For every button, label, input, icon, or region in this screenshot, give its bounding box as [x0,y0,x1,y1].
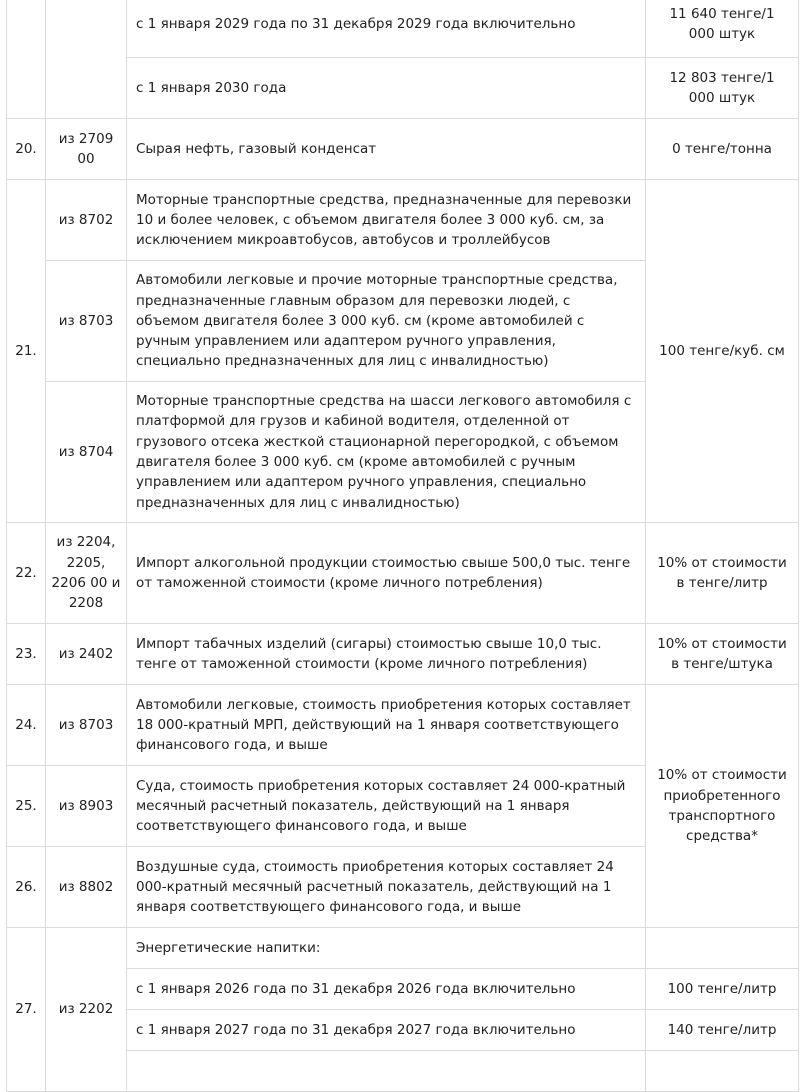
tn-ved-code: из 2202 [46,928,127,1092]
product-description: Автомобили легковые, стоимость приобретения которых составляет 18 000-кратный МРП, действующий на 1 января соответствующего финансового года, и выше [127,685,646,766]
row-number: 22. [7,523,46,624]
row-number: 21. [7,180,46,523]
product-description: Воздушные суда, стоимость приобретения которых составляет 24 000-кратный месячный расчетный показатель, действующий на 1 января соответствующего финансового года, и выше [127,847,646,928]
period-description: с 1 января 2026 года по 31 декабря 2026 года включительно [127,969,646,1010]
tn-ved-code: из 2204, 2205, 2206 00 и 2208 [46,523,127,624]
tn-ved-code: из 8704 [46,382,127,523]
tn-ved-code: из 2709 00 [46,119,127,180]
excise-rate-empty [646,928,799,969]
table-row [7,119,799,180]
table-row [7,928,799,969]
tn-ved-code: из 8703 [46,685,127,766]
row-number: 25. [7,766,46,847]
excise-rate: 12 803 тенге/1 000 штук [646,58,799,119]
row-number: 26. [7,847,46,928]
period-description-cut [127,1051,646,1092]
tn-ved-code: из 8903 [46,766,127,847]
tn-ved-code: из 8802 [46,847,127,928]
table-row [7,685,799,766]
tn-ved-code: из 8703 [46,261,127,382]
excise-rate: 10% от стоимости в тенге/литр [646,523,799,624]
table-row [7,523,799,624]
tn-ved-code-cell [46,0,127,119]
product-description: Импорт алкогольной продукции стоимостью свыше 500,0 тыс. тенге от таможенной стоимости (кроме личного потребления) [127,523,646,624]
product-description: Импорт табачных изделий (сигары) стоимостью свыше 10,0 тыс. тенге от таможенной стоимости (кроме личного потребления) [127,624,646,685]
product-description: Сырая нефть, газовый конденсат [127,119,646,180]
product-description: Моторные транспортные средства на шасси легкового автомобиля с платформой для грузов и кабиной водителя, отделенной от грузового отсека жесткой стационарной перегородкой, с объемом двигателя более 3 000 куб. см (кроме автомобилей с ручным управлением или адаптером ручного управления, специально предназначенных для лиц с инвалидностью) [127,382,646,523]
table-row [7,624,799,685]
table-row [7,0,799,58]
row-number: 24. [7,685,46,766]
excise-rate: 140 тенге/литр [646,1010,799,1051]
period-description: с 1 января 2029 года по 31 декабря 2029 года включительно [127,0,646,58]
period-description: с 1 января 2027 года по 31 декабря 2027 года включительно [127,1010,646,1051]
excise-rates-table [6,0,799,1092]
excise-rate: 0 тенге/тонна [646,119,799,180]
excise-rates-table-container [6,0,798,1092]
excise-rate: 100 тенге/куб. см [646,180,799,523]
table-row [7,180,799,261]
excise-rate: 10% от стоимости в тенге/штука [646,624,799,685]
period-description: с 1 января 2030 года [127,58,646,119]
product-description: Моторные транспортные средства, предназначенные для перевозки 10 и более человек, с объемом двигателя более 3 000 куб. см, за исключением микроавтобусов, автобусов и троллейбусов [127,180,646,261]
excise-rate: 10% от стоимости приобретенного транспортного средства* [646,685,799,928]
row-number: 20. [7,119,46,180]
excise-rate-cut [646,1051,799,1092]
product-description: Суда, стоимость приобретения которых составляет 24 000-кратный месячный расчетный показатель, действующий на 1 января соответствующего финансового года, и выше [127,766,646,847]
excise-rate: 11 640 тенге/1 000 штук [646,0,799,58]
row-number: 23. [7,624,46,685]
tn-ved-code: из 8702 [46,180,127,261]
tn-ved-code: из 2402 [46,624,127,685]
excise-rate: 100 тенге/литр [646,969,799,1010]
row-number-cell [7,0,46,119]
product-group-heading: Энергетические напитки: [127,928,646,969]
product-description: Автомобили легковые и прочие моторные транспортные средства, предназначенные главным образом для перевозки людей, с объемом двигателя более 3 000 куб. см (кроме автомобилей с ручным управлением или адаптером ручного управления, специально предназначенных для лиц с инвалидностью) [127,261,646,382]
row-number: 27. [7,928,46,1092]
